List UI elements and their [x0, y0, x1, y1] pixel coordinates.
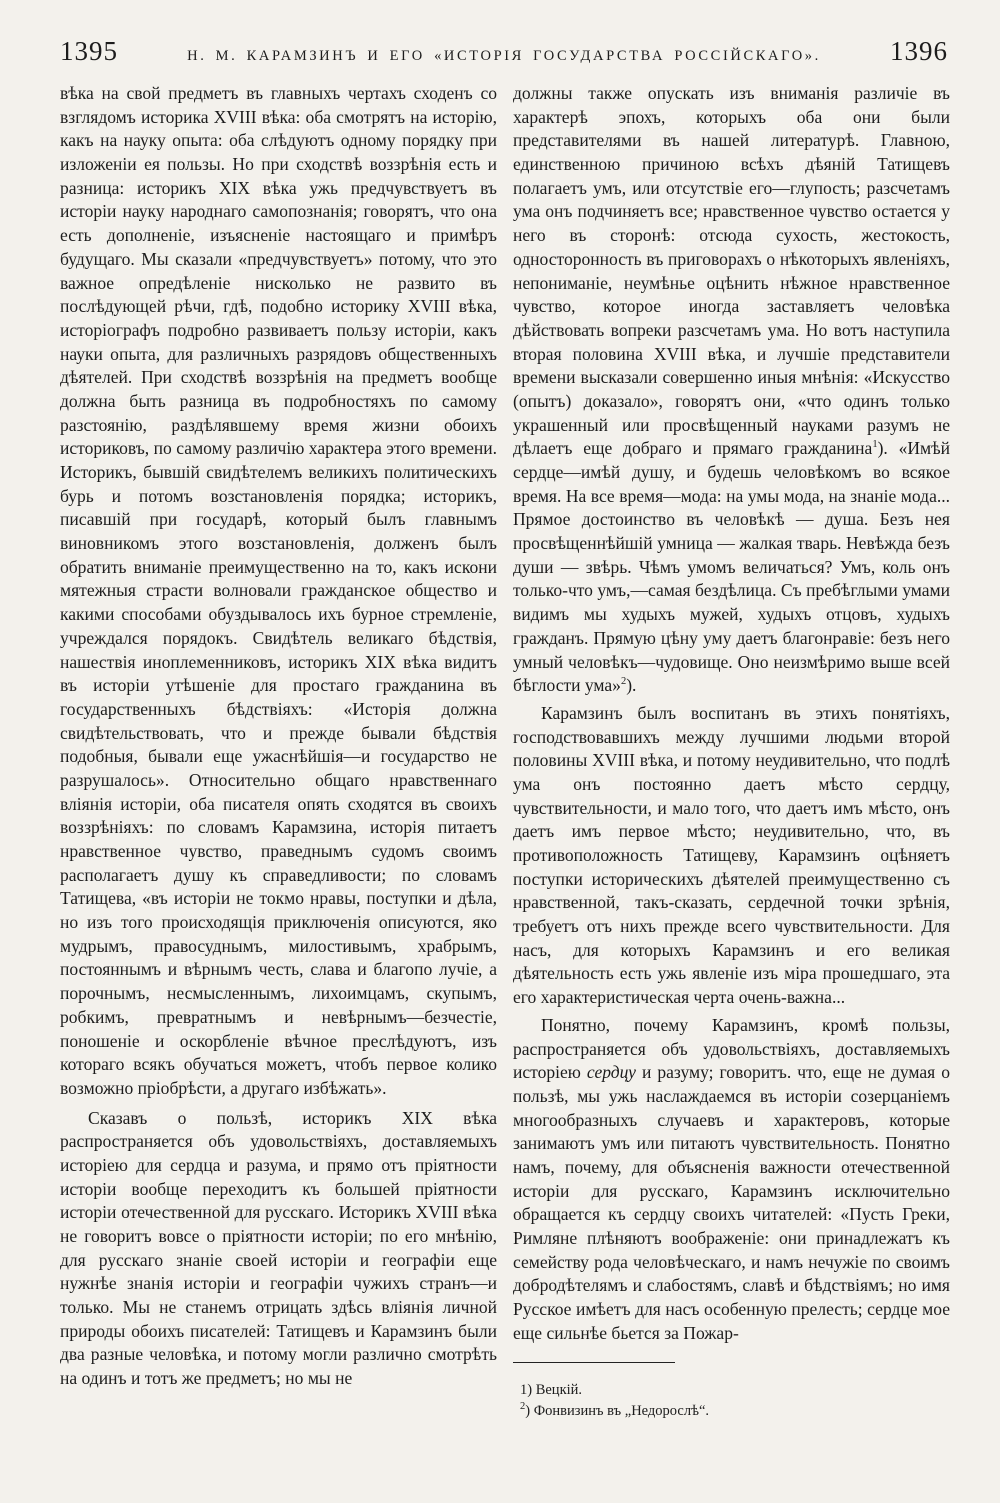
footnote-ref-1: 1: [872, 439, 878, 451]
footnote-2-number: 2: [520, 1401, 526, 1413]
footnote-divider: [513, 1362, 675, 1363]
text-run: ). «Имѣй сердце—имѣй душу, и будешь человѣкомъ во всякое время. На все время—мода: на умы мода, на знаніе мода... Прямое достоинство въ человѣкѣ — душа. Безъ нея просвѣщеннѣйшій умница — жалкая тварь. Невѣжда безъ души — звѣрь. Чѣмъ умомъ величаться? Умъ, коль онъ только-что умъ,—самая бездѣлица. Съ пребѣглыми умами видимъ мы худыхъ мужей, худыхъ отцовъ, худыхъ гражданъ. Прямую цѣну уму даетъ благонравіе: безъ него умный человѣкъ—чудовище. Оно неизмѣримо выше всей бѣглости ума»: [513, 438, 950, 696]
page-number-right: 1396: [889, 36, 948, 66]
footnote-2: [520, 1401, 940, 1422]
page-number-left: 1395: [60, 36, 118, 66]
emphasis: сердцу: [586, 1062, 636, 1083]
right-column: [513, 82, 950, 1345]
footnote-ref-2: 2: [620, 676, 627, 688]
text-run: ).: [626, 675, 637, 696]
paragraph: Карамзинъ былъ воспитанъ въ этихъ понятіяхъ, господствовавшихъ между лучшими людьми второй половины XVIII вѣка, и потому неудивительно, что подлѣ ума онъ постоянно даетъ мѣсто сердцу, чувствительности, и мало того, что даетъ имъ мѣсто, онъ даетъ имъ первое мѣсто; неудивительно, что, въ противоположность Татищеву, Карамзинъ оцѣняетъ поступки историческихъ дѣятелей преимущественно съ нравственной, такъ-сказать, сердечной точки зрѣнія, требуетъ отъ нихъ прежде всего чувствительности. Для насъ, для которыхъ Карамзинъ и его великая дѣятельность есть ужь явленіе изъ міра прошедшаго, эта его характеристическая черта очень-важна...: [513, 702, 950, 1008]
page-header: [60, 36, 948, 72]
paragraph: [513, 82, 950, 698]
text-run: Понятно, почему Карамзинъ, кромѣ пользы, распространяется объ удовольствіяхъ, доставляемыхъ исторіею: [513, 1014, 950, 1083]
paragraph: Сказавъ о пользѣ, историкъ XIX вѣка распространяется объ удовольствіяхъ, доставляемыхъ исторіею для сердца и разума, и прямо отъ пріятности исторіи вообще переходитъ къ большей пріятности исторіи отечественной для русскаго. Историкъ XVIII вѣка не говоритъ вовсе о пріятности исторіи; по его мнѣнію, для русскаго знаніе своей исторіи и географіи еще нужнѣе знанія исторіи и географіи чужихъ странъ—и только. Мы не станемъ отрицать здѣсь вліянія личной природы обоихъ писателей: Татищевъ и Карамзинъ были два разные человѣка, и потому могли различно смотрѣть на одинъ и тотъ же предметъ; но мы не: [60, 1107, 497, 1389]
paragraph: вѣка на свой предметъ въ главныхъ чертахъ сходенъ со взглядомъ историка XVIII вѣка: оба смотрятъ на исторію, какъ на науку опыта: оба слѣдуютъ одному порядку при изложеніи ея пользы. Но при сходствѣ воззрѣнія есть и разница: историкъ XIX вѣка ужь предчувствуетъ въ исторіи науку народнаго самопознанія; говорятъ, что она есть дополненіе, изъясненіе настоящаго и примѣръ будущаго. Мы сказали «предчувствуетъ» потому, что это важное опредѣленіе нисколько не развито въ послѣдующей рѣчи, гдѣ, подобно историку XVIII вѣка, исторіографъ подробно развиваетъ пользу исторіи, какъ науки опыта, для различныхъ разрядовъ общественныхъ дѣятелей. При сходствѣ воззрѣнія на предметъ вообще должна быть разница въ подробностяхъ по самому разстоянію, раздѣлявшему время жизни обоихъ историковъ, по самому различію характера этого времени. Историкъ, бывшій свидѣтелемъ великихъ политическихъ бурь и потомъ возстановленія порядка; историкъ, писавшій при государѣ, который былъ главнымъ виновникомъ этого возстановленія, долженъ былъ обратить вниманіе преимущественно на то, какъ искони мятежныя страсти волновали гражданское общество и какими способами обуздывалось ихъ бурное стремленіе, учреждался порядокъ. Свидѣтель великаго бѣдствія, нашествія иноплеменниковъ, историкъ XIX вѣка видитъ въ исторіи утѣшеніе для простаго гражданина въ государственныхъ бѣдствіяхъ: «Исторія должна свидѣтельствовать, что и прежде бывали бѣдствія подобныя, бывали еще ужаснѣйшія—и государство не разрушалось». Относительно общаго нравственнаго вліянія исторіи, оба писателя опять сходятся въ своихъ воззрѣніяхъ: по словамъ Карамзина, исторія питаетъ нравственное чувство, праведнымъ судомъ своимъ располагаетъ душу къ справедливости; по словамъ Татищева, «въ исторіи не токмо нравы, поступки и дѣла, но изъ того происходящія приключенія описуются, яко мудрымъ, правосуднымъ, милостивымъ, храбрымъ, постояннымъ и вѣрнымъ честь, слава и благопо лучіе, а порочнымъ, несмысленнымъ, лихоимцамъ, скупымъ, робкимъ, превратнымъ и невѣрнымъ—безчестіе, поношеніе и оскорбленіе вѣчное преслѣдуютъ, изъ котораго всякъ обучаться можетъ, чтобъ первое колико возможно пріобрѣсти, а другаго избѣжать».: [60, 83, 497, 1098]
text-run: и разуму; говоритъ. что, еще не думая о пользѣ, мы ужь наслаждаемся въ исторіи созерцаніемъ многообразныхъ случаевъ и характеровъ, которые занимаютъ умъ или питаютъ чувствительность. Понятно намъ, почему, для объясненія важности отечественной исторіи для русскаго, Карамзинъ исключительно обращается къ сердцу своихъ читателей: «Пусть Греки, Римляне плѣняютъ воображеніе: они принадлежатъ къ семейству рода человѣческаго, и намъ нечужіе по своимъ добродѣтелямъ и слабостямъ, славѣ и бѣдствіямъ; но имя Русское имѣетъ для насъ особенную прелесть; сердце мое еще сильнѣе бьется за Пожар-: [513, 1062, 950, 1343]
running-title: Н. М. КАРАМЗИНЪ И ЕГО «ИСТОРІЯ ГОСУДАРСТВА РОССІЙСКАГО».: [187, 48, 821, 64]
footnote-2-text: ) Фонвизинъ въ „Недорослѣ“.: [525, 1403, 709, 1420]
text-run: должны также опускать изъ вниманія различіе въ характерѣ эпохъ, которыхъ оба они были представителями въ нашей литературѣ. Главною, единственною причиною всѣхъ дѣяній Татищевъ полагаетъ умъ, или отсутствіе его—глупость; разсчетамъ ума онъ подчиняетъ все; нравственное чувство остается у него въ сторонѣ: отсюда сухость, жестокость, односторонность въ приговорахъ о нѣкоторыхъ явленіяхъ, непониманіе, неумѣнье оцѣнить нѣжное нравственное чувство, которое иногда заставляетъ человѣка дѣйствовать вопреки разсчетамъ ума. Но вотъ наступила вторая половина XVIII вѣка, и лучшіе представители времени высказали совершенно иныя мнѣнія: «Искусство (опытъ) доказало», говорятъ они, «что одинъ только украшенный или просвѣщенный науками разумъ не дѣлаетъ еще добраго и прямаго гражданина: [513, 83, 950, 459]
footnote-1: 1) Вецкій.: [520, 1382, 583, 1398]
footnotes: [520, 1380, 940, 1422]
paragraph: [513, 1014, 950, 1346]
left-column: [60, 82, 497, 1391]
